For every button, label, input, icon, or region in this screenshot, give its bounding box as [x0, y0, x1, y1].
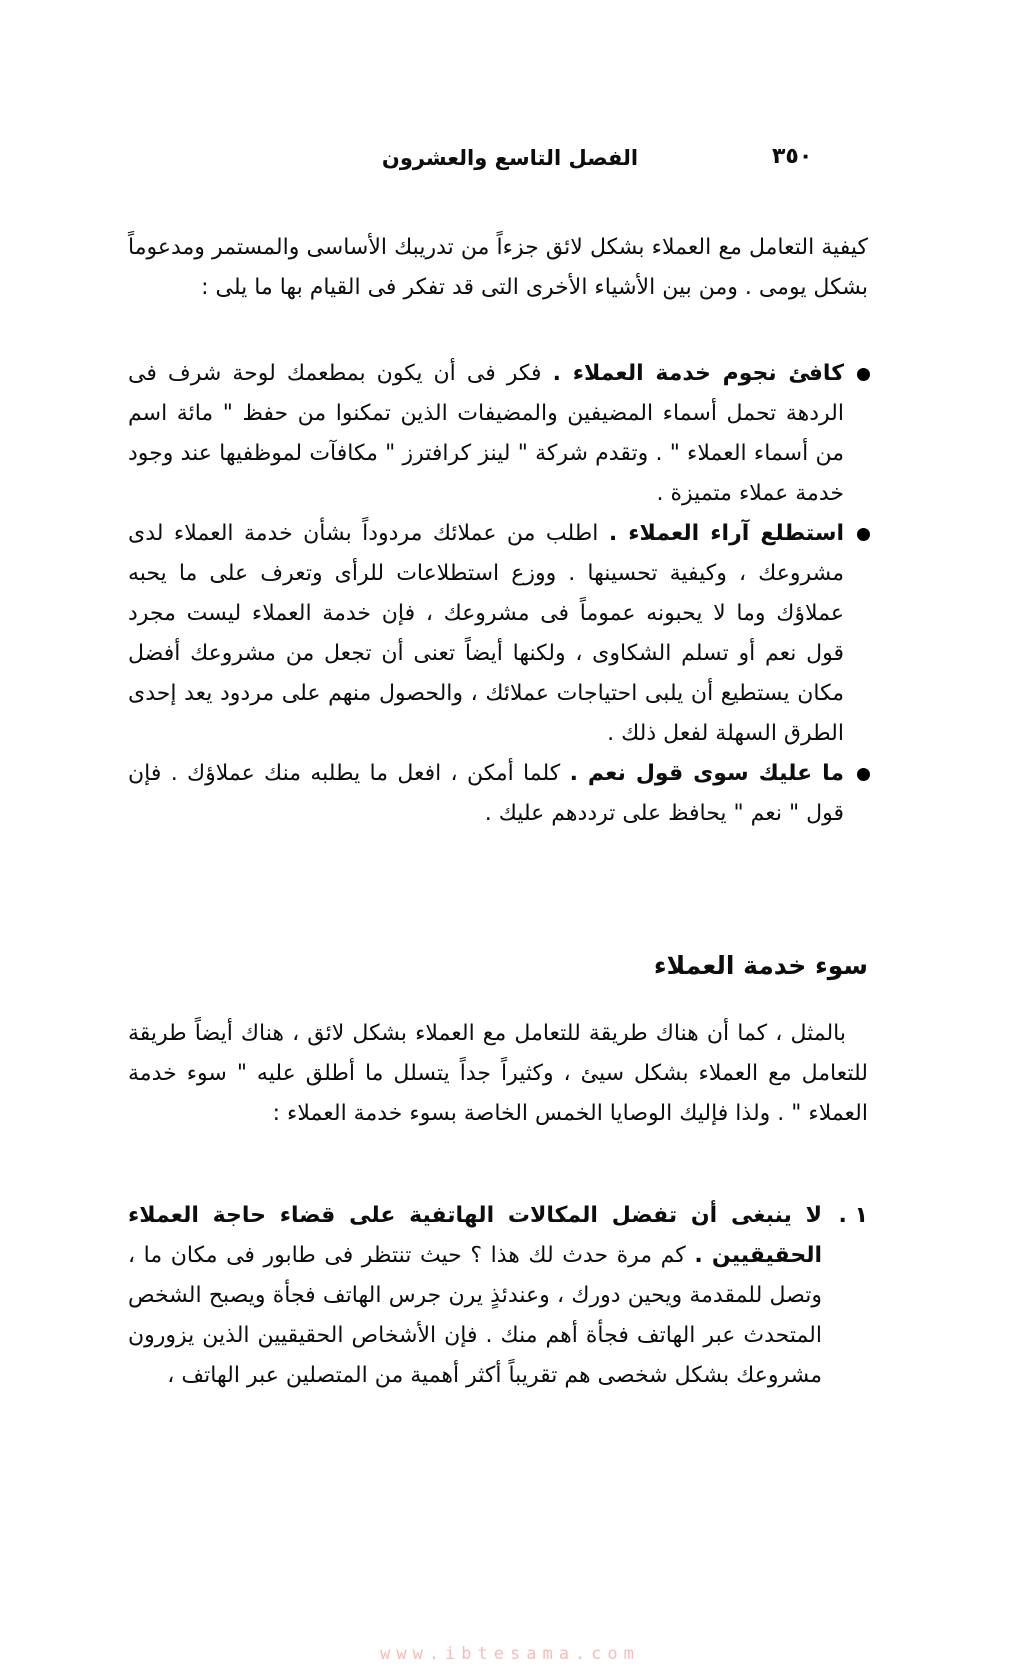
item-number: ١ . — [838, 1203, 868, 1228]
bullet-text — [128, 754, 844, 834]
bullet-item-reward-stars — [128, 354, 868, 514]
bullet-text — [128, 514, 844, 754]
bullet-text — [128, 354, 844, 514]
bullet-item-survey-opinions — [128, 514, 868, 754]
numbered-item-text — [128, 1196, 822, 1396]
watermark-text: www.ibtesama.com — [380, 1644, 640, 1664]
page-number: ٣٥٠ — [772, 144, 813, 169]
page-content — [128, 228, 868, 1396]
bullet-icon — [857, 528, 870, 541]
intro-paragraph: كيفية التعامل مع العملاء بشكل لائق جزءاً من تدريبك الأساسى والمستمر ومدعوماً بشكل يومى . ومن بين الأشياء الأخرى التى قد تفكر فى القيام بها ما يلى : — [128, 235, 868, 300]
numbered-item-body: كم مرة حدث لك هذا ؟ حيث تنتظر فى طابور فى مكان ما ، وتصل للمقدمة ويحين دورك ، وعندئذٍ يرن جرس الهاتف فجأة ويصبح الشخص المتحدث عبر الهاتف فجأة أهم منك . فإن الأشخاص الحقيقيين الذين يزورون مشروعك بشكل شخصى هم تقريباً أكثر أهمية من المتصلين عبر الهاتف ، — [128, 1243, 822, 1388]
bullet-lead: ما عليك سوى قول نعم . — [569, 761, 845, 786]
bullet-icon — [857, 768, 870, 781]
numbered-item-lead: لا ينبغى أن تفضل المكالات الهاتفية على قضاء حاجة العملاء الحقيقيين . — [128, 1203, 822, 1268]
section-heading-bad-customer-service: سوء خدمة العملاء — [653, 951, 868, 980]
bullet-body: فكر فى أن يكون بمطعمك لوحة شرف فى الردهة تحمل أسماء المضيفين والمضيفات الذين تمكنوا من حفظ " مائة اسم من أسماء العملاء " . وتقدم شركة " لينز كرافترز " مكافآت لموظفيها عند وجود خدمة عملاء متميزة . — [128, 361, 844, 506]
bullet-icon — [857, 368, 870, 381]
bullet-item-say-yes — [128, 754, 868, 834]
bullet-lead: استطلع آراء العملاء . — [608, 521, 844, 546]
chapter-title: الفصل التاسع والعشرون — [381, 146, 639, 170]
section-paragraph: بالمثل ، كما أن هناك طريقة للتعامل مع العملاء بشكل لائق ، هناك أيضاً طريقة للتعامل مع العملاء بشكل سيئ ، وكثيراً جداً يتسلل ما أطلق عليه " سوء خدمة العملاء " . ولذا فإليك الوصايا الخمس الخاصة بسوء خدمة العملاء : — [128, 1021, 868, 1126]
bullet-lead: كافئ نجوم خدمة العملاء . — [552, 361, 844, 386]
bullet-list — [128, 354, 868, 834]
bullet-body: كلما أمكن ، افعل ما يطلبه منك عملاؤك . فإن قول " نعم " يحافظ على ترددهم عليك . — [128, 761, 844, 826]
bullet-body: اطلب من عملائك مردوداً بشأن خدمة العملاء لدى مشروعك ، وكيفية تحسينها . ووزع استطلاعات للرأى وتعرف على ما يحبه عملاؤك وما لا يحبونه عموماً فى مشروعك ، فإن خدمة العملاء ليست مجرد قول نعم أو تسلم الشكاوى ، ولكنها أيضاً تعنى أن تجعل من مشروعك أفضل مكان يستطيع أن يلبى احتياجات عملائك ، والحصول منهم على مردود يعد إحدى الطرق السهلة لفعل ذلك . — [128, 521, 844, 746]
numbered-item-1 — [128, 1196, 868, 1396]
